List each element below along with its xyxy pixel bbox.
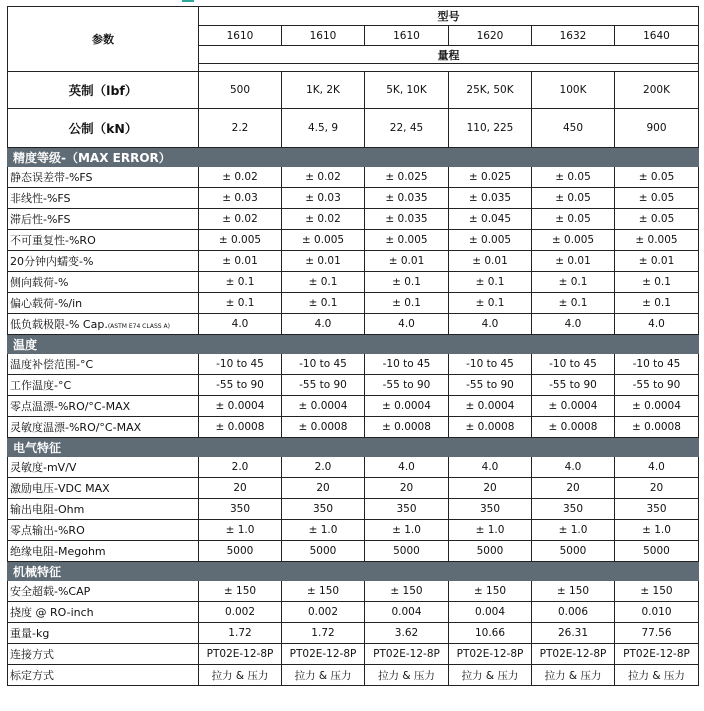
row-label: 非线性-%FS	[10, 192, 71, 205]
value-cell: ± 0.1	[199, 272, 282, 293]
section-header-row	[8, 148, 699, 167]
value-cell: ± 1.0	[199, 520, 282, 541]
value-cell: ± 0.05	[615, 167, 699, 188]
model-cell: 1640	[615, 26, 699, 46]
table-row	[8, 375, 699, 396]
value-cell: 20	[365, 478, 449, 499]
value-cell: ± 150	[365, 581, 449, 602]
value-cell: ± 0.01	[615, 251, 699, 272]
imperial-cell: 1K, 2K	[282, 72, 365, 109]
value-cell: -10 to 45	[365, 354, 449, 375]
value-cell: ± 0.01	[365, 251, 449, 272]
value-cell: 5000	[449, 541, 532, 562]
value-cell: 4.0	[532, 457, 615, 478]
value-cell: -55 to 90	[615, 375, 699, 396]
value-cell: -10 to 45	[615, 354, 699, 375]
table-row	[8, 457, 699, 478]
value-cell: ± 0.0008	[282, 417, 365, 438]
value-cell: ± 0.1	[199, 293, 282, 314]
row-label-cell	[8, 396, 199, 417]
row-label-cell	[8, 478, 199, 499]
value-cell: 拉力 & 压力	[365, 665, 449, 686]
value-cell: 2.0	[282, 457, 365, 478]
value-cell: PT02E-12-8P	[615, 644, 699, 665]
value-cell: 2.0	[199, 457, 282, 478]
value-cell: ± 0.03	[199, 188, 282, 209]
value-cell: ± 0.02	[199, 167, 282, 188]
table-row	[8, 417, 699, 438]
value-cell: 0.002	[282, 602, 365, 623]
row-label: 绝缘电阻-Megohm	[10, 545, 106, 558]
section-title: 电气特征	[8, 438, 699, 457]
table-row	[8, 478, 699, 499]
value-cell: ± 0.01	[282, 251, 365, 272]
row-label: 重量-kg	[10, 627, 50, 640]
row-label: 输出电阻-Ohm	[10, 503, 85, 516]
section-title: 机械特征	[8, 562, 699, 581]
metric-cell: 2.2	[199, 109, 282, 148]
metric-row	[8, 109, 699, 148]
value-cell: ± 0.1	[449, 272, 532, 293]
value-cell: ± 0.05	[532, 209, 615, 230]
value-cell: -55 to 90	[199, 375, 282, 396]
table-row	[8, 188, 699, 209]
table-row	[8, 623, 699, 644]
row-label-cell	[8, 314, 199, 335]
row-label-cell	[8, 293, 199, 314]
value-cell: PT02E-12-8P	[199, 644, 282, 665]
value-cell: 5000	[365, 541, 449, 562]
value-cell: PT02E-12-8P	[449, 644, 532, 665]
value-cell: 5000	[615, 541, 699, 562]
value-cell: ± 0.005	[449, 230, 532, 251]
row-label: 静态误差带-%FS	[10, 171, 93, 184]
value-cell: 20	[199, 478, 282, 499]
metric-cell: 450	[532, 109, 615, 148]
value-cell: 4.0	[449, 457, 532, 478]
value-cell: ± 0.045	[449, 209, 532, 230]
value-cell: 77.56	[615, 623, 699, 644]
row-label-cell	[8, 644, 199, 665]
row-label: 温度补偿范围-°C	[10, 358, 94, 371]
value-cell: ± 0.05	[532, 167, 615, 188]
value-cell: -10 to 45	[199, 354, 282, 375]
imperial-cell: 200K	[615, 72, 699, 109]
value-cell: -55 to 90	[449, 375, 532, 396]
row-label-cell	[8, 188, 199, 209]
value-cell: 350	[365, 499, 449, 520]
row-label-cell	[8, 541, 199, 562]
value-cell: ± 1.0	[365, 520, 449, 541]
value-cell: 10.66	[449, 623, 532, 644]
param-header: 参数	[8, 7, 199, 72]
value-cell: 1.72	[199, 623, 282, 644]
row-label-cell	[8, 417, 199, 438]
value-cell: ± 0.035	[365, 209, 449, 230]
row-label-cell	[8, 623, 199, 644]
value-cell: ± 0.0008	[365, 417, 449, 438]
model-cell: 1610	[282, 26, 365, 46]
value-cell: 26.31	[532, 623, 615, 644]
header-row-model	[8, 7, 699, 26]
value-cell: -10 to 45	[532, 354, 615, 375]
value-cell: ± 0.0008	[449, 417, 532, 438]
value-cell: 4.0	[365, 457, 449, 478]
table-row	[8, 499, 699, 520]
accent-mark	[182, 0, 194, 2]
row-label: 零点温漂-%RO/°C-MAX	[10, 400, 131, 413]
row-label-cell	[8, 167, 199, 188]
table-row	[8, 209, 699, 230]
value-cell: 4.0	[365, 314, 449, 335]
value-cell: ± 0.02	[282, 167, 365, 188]
value-cell: ± 0.1	[615, 272, 699, 293]
value-cell: ± 0.03	[282, 188, 365, 209]
value-cell: 0.002	[199, 602, 282, 623]
value-cell: 350	[282, 499, 365, 520]
range-header: 量程	[199, 46, 699, 64]
value-cell: ± 1.0	[615, 520, 699, 541]
imperial-cell: 5K, 10K	[365, 72, 449, 109]
value-cell: ± 0.05	[615, 188, 699, 209]
value-cell: 0.004	[365, 602, 449, 623]
value-cell: 拉力 & 压力	[449, 665, 532, 686]
section-header-row	[8, 335, 699, 354]
value-cell: -55 to 90	[282, 375, 365, 396]
value-cell: ± 1.0	[532, 520, 615, 541]
value-cell: ± 0.005	[532, 230, 615, 251]
value-cell: ± 0.1	[365, 293, 449, 314]
value-cell: 4.0	[615, 314, 699, 335]
value-cell: ± 0.005	[199, 230, 282, 251]
imperial-cell: 100K	[532, 72, 615, 109]
value-cell: 20	[282, 478, 365, 499]
row-label: 工作温度-°C	[10, 379, 72, 392]
table-row	[8, 293, 699, 314]
row-label: 激励电压-VDC MAX	[10, 482, 110, 495]
row-label-cell	[8, 665, 199, 686]
value-cell: ± 0.025	[365, 167, 449, 188]
value-cell: 4.0	[199, 314, 282, 335]
value-cell: ± 1.0	[282, 520, 365, 541]
value-cell: ± 0.005	[615, 230, 699, 251]
value-cell: -55 to 90	[532, 375, 615, 396]
value-cell: 4.0	[282, 314, 365, 335]
value-cell: ± 0.035	[365, 188, 449, 209]
value-cell: 4.0	[449, 314, 532, 335]
imperial-cell: 500	[199, 72, 282, 109]
value-cell: 0.010	[615, 602, 699, 623]
model-header: 型号	[199, 7, 699, 26]
row-label-cell	[8, 499, 199, 520]
value-cell: 0.004	[449, 602, 532, 623]
value-cell: 拉力 & 压力	[532, 665, 615, 686]
value-cell: ± 0.0008	[532, 417, 615, 438]
value-cell: PT02E-12-8P	[365, 644, 449, 665]
value-cell: ± 0.0004	[615, 396, 699, 417]
table-row	[8, 602, 699, 623]
value-cell: 350	[199, 499, 282, 520]
table-row	[8, 644, 699, 665]
row-label: 不可重复性-%RO	[10, 234, 96, 247]
value-cell: ± 0.1	[282, 293, 365, 314]
section-title: 精度等级-（MAX ERROR）	[8, 148, 699, 167]
table-row	[8, 665, 699, 686]
value-cell: 拉力 & 压力	[615, 665, 699, 686]
table-row	[8, 167, 699, 188]
value-cell: ± 0.0008	[615, 417, 699, 438]
row-label: 标定方式	[10, 669, 54, 682]
spec-table	[7, 6, 699, 686]
value-cell: ± 0.0004	[449, 396, 532, 417]
row-label-cell	[8, 581, 199, 602]
value-cell: ± 0.005	[365, 230, 449, 251]
value-cell: 5000	[199, 541, 282, 562]
metric-cell: 4.5, 9	[282, 109, 365, 148]
row-label-cell	[8, 457, 199, 478]
value-cell: 350	[615, 499, 699, 520]
value-cell: 20	[532, 478, 615, 499]
value-cell: ± 0.05	[532, 188, 615, 209]
spec-table-body	[8, 7, 699, 686]
model-cell: 1632	[532, 26, 615, 46]
row-label: 零点输出-%RO	[10, 524, 85, 537]
value-cell: ± 0.1	[615, 293, 699, 314]
value-cell: ± 0.035	[449, 188, 532, 209]
row-label: 灵敏度-mV/V	[10, 461, 77, 474]
value-cell: PT02E-12-8P	[532, 644, 615, 665]
value-cell: 1.72	[282, 623, 365, 644]
value-cell: ± 0.01	[199, 251, 282, 272]
value-cell: -10 to 45	[282, 354, 365, 375]
metric-cell: 900	[615, 109, 699, 148]
table-row	[8, 314, 699, 335]
value-cell: 20	[615, 478, 699, 499]
row-label-cell	[8, 520, 199, 541]
value-cell: ± 150	[449, 581, 532, 602]
row-label: 偏心载荷-%/in	[10, 297, 83, 310]
value-cell: ± 150	[199, 581, 282, 602]
value-cell: ± 0.01	[449, 251, 532, 272]
value-cell: 3.62	[365, 623, 449, 644]
row-label-note: (ASTM E74 CLASS A)	[107, 323, 170, 330]
row-label: 20分钟内蠕变-%	[10, 255, 94, 268]
value-cell: ± 0.1	[282, 272, 365, 293]
value-cell: ± 0.1	[365, 272, 449, 293]
value-cell: ± 0.0004	[282, 396, 365, 417]
row-label: 灵敏度温漂-%RO/°C-MAX	[10, 421, 142, 434]
table-row	[8, 230, 699, 251]
value-cell: ± 0.02	[282, 209, 365, 230]
value-cell: 拉力 & 压力	[282, 665, 365, 686]
value-cell: ± 150	[282, 581, 365, 602]
imperial-cell: 25K, 50K	[449, 72, 532, 109]
row-label: 挠度 @ RO-inch	[10, 606, 94, 619]
model-cell: 1620	[449, 26, 532, 46]
table-row	[8, 354, 699, 375]
value-cell: 5000	[532, 541, 615, 562]
value-cell: -10 to 45	[449, 354, 532, 375]
section-header-row	[8, 562, 699, 581]
value-cell: ± 0.0008	[199, 417, 282, 438]
value-cell: -55 to 90	[365, 375, 449, 396]
metric-cell: 22, 45	[365, 109, 449, 148]
row-label: 滞后性-%FS	[10, 213, 71, 226]
row-label-cell	[8, 251, 199, 272]
value-cell: ± 150	[615, 581, 699, 602]
value-cell: ± 0.0004	[532, 396, 615, 417]
metric-label: 公制（kN）	[8, 109, 199, 148]
value-cell: 4.0	[532, 314, 615, 335]
value-cell: PT02E-12-8P	[282, 644, 365, 665]
row-label-cell	[8, 272, 199, 293]
value-cell: 0.006	[532, 602, 615, 623]
value-cell: ± 0.0004	[365, 396, 449, 417]
table-row	[8, 251, 699, 272]
metric-cell: 110, 225	[449, 109, 532, 148]
value-cell: ± 0.05	[615, 209, 699, 230]
row-label-cell	[8, 209, 199, 230]
row-label-cell	[8, 354, 199, 375]
row-label-cell	[8, 602, 199, 623]
value-cell: ± 0.1	[532, 272, 615, 293]
value-cell: 350	[449, 499, 532, 520]
row-label-cell	[8, 230, 199, 251]
value-cell: ± 0.005	[282, 230, 365, 251]
value-cell: ± 0.1	[532, 293, 615, 314]
section-title: 温度	[8, 335, 699, 354]
value-cell: 5000	[282, 541, 365, 562]
table-row	[8, 581, 699, 602]
value-cell: ± 0.01	[532, 251, 615, 272]
row-label: 安全超载-%CAP	[10, 585, 91, 598]
value-cell: ± 150	[532, 581, 615, 602]
row-label: 连接方式	[10, 648, 54, 661]
section-header-row	[8, 438, 699, 457]
imperial-label: 英制（lbf）	[8, 72, 199, 109]
table-row	[8, 541, 699, 562]
value-cell: 拉力 & 压力	[199, 665, 282, 686]
model-cell: 1610	[365, 26, 449, 46]
model-cell: 1610	[199, 26, 282, 46]
table-row	[8, 272, 699, 293]
value-cell: ± 1.0	[449, 520, 532, 541]
value-cell: 350	[532, 499, 615, 520]
value-cell: 20	[449, 478, 532, 499]
value-cell: ± 0.0004	[199, 396, 282, 417]
imperial-row	[8, 72, 699, 109]
value-cell: ± 0.1	[449, 293, 532, 314]
value-cell: ± 0.025	[449, 167, 532, 188]
row-label-cell	[8, 375, 199, 396]
value-cell: 4.0	[615, 457, 699, 478]
table-row	[8, 396, 699, 417]
header-spacer	[199, 64, 699, 72]
value-cell: ± 0.02	[199, 209, 282, 230]
row-label: 低负载极限-% Cap.	[10, 318, 108, 331]
row-label: 侧向载荷-%	[10, 276, 69, 289]
table-row	[8, 520, 699, 541]
